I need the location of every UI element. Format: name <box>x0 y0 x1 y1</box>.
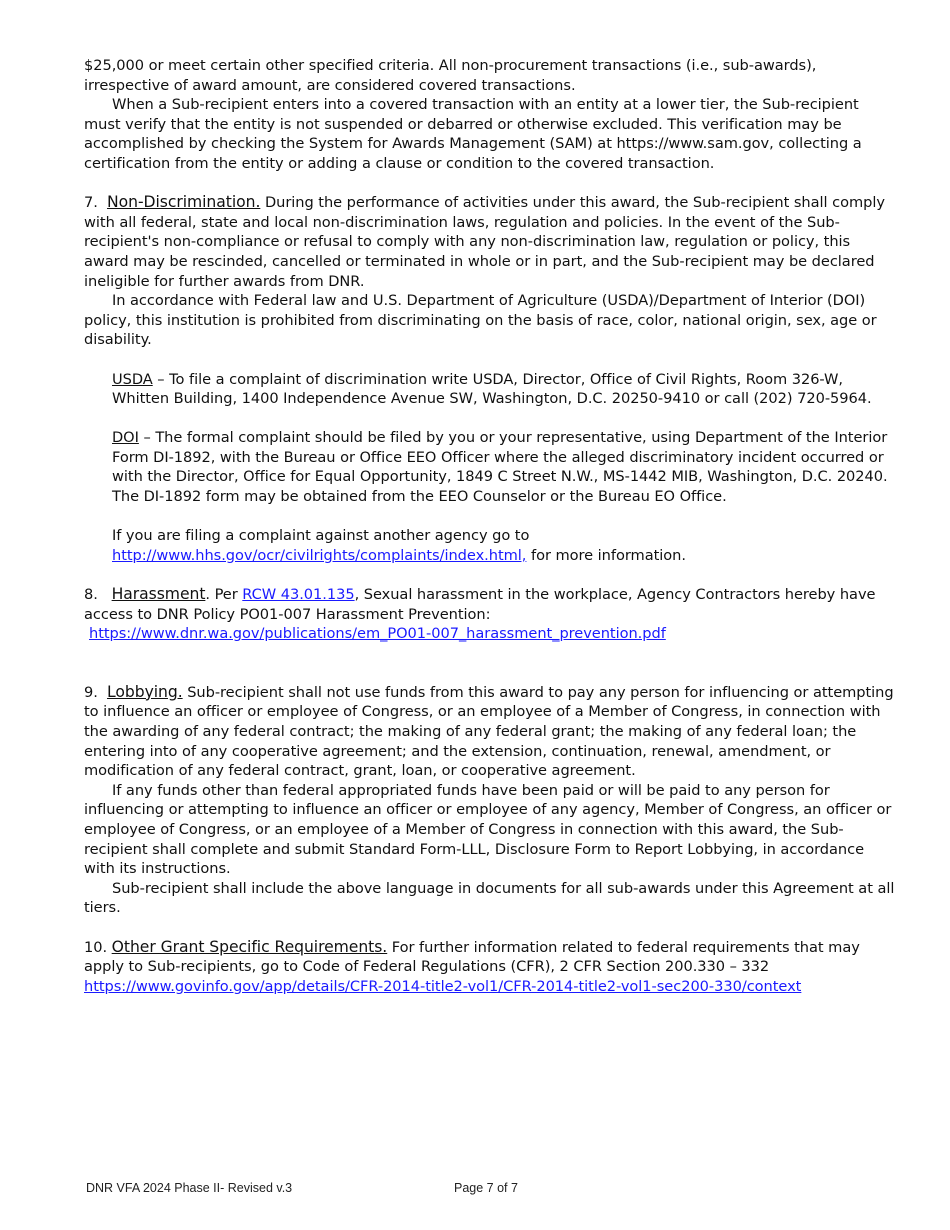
rcw-link[interactable]: RCW 43.01.135 <box>242 586 355 604</box>
section-9-heading: Lobbying. <box>107 682 183 701</box>
section-8-body: , Sexual harassment in the workplace, Agency Contractors hereby have access to DNR Policy PO01-007 Harassment Prevention: <box>84 586 876 623</box>
section-7-heading: Non-Discrimination. <box>107 193 261 212</box>
section-8-heading: Harassment <box>111 585 206 604</box>
footer-page-number: Page 7 of 7 <box>454 1181 518 1195</box>
section-9-paragraph-3: Sub-recipient shall include the above language in documents for all sub-awards under this Agreement at all tiers. <box>84 879 895 917</box>
section-7-paragraph <box>84 193 896 291</box>
usda-paragraph <box>112 370 896 409</box>
section-9-paragraph <box>84 683 896 781</box>
section-8-pre-link: . Per <box>205 586 243 604</box>
section-7-number: 7. <box>84 194 98 212</box>
section-10-number: 10. <box>84 938 108 956</box>
section-9-paragraph-2: If any funds other than federal appropriated funds have been paid or will be paid to any person for influencing or attempting to influence an officer or employee of any agency, Member of Congress, an officer or employee of Congress, or an employee of a Member of Congress in connection with this award, the Sub-recipient shall complete and submit Standard Form-LLL, Disclosure Form to Report Lobbying, in accordance with its instructions. <box>84 781 892 878</box>
doi-text: – The formal complaint should be filed by you or your representative, using Department of the Interior Form DI-1892, with the Bureau or Office EEO Officer where the alleged discriminatory incident occurred or with the Director, Office for Equal Opportunity, 1849 C Street N.W., MS-1442 MIB, Washington, D.C. 20240. The DI-1892 form may be obtained from the EEO Counselor or the Bureau EO Office. <box>112 429 888 506</box>
section-7-body: During the performance of activities under this award, the Sub-recipient shall comply with all federal, state and local non-discrimination laws, regulation and policies. In the event of the Sub-recipient's non-compliance or refusal to comply with any non-discrimination law, regulation or policy, this award may be rescinded, cancelled or terminated in whole or in part, and the Sub-recipient may be declared ineligible for further awards from DNR. <box>84 194 885 290</box>
section-8-paragraph <box>84 585 896 624</box>
section-7-paragraph-2: In accordance with Federal law and U.S. Department of Agriculture (USDA)/Department of Interior (DOI) policy, this institution is prohibited from discriminating on the basis of race, color, national origin, sex, age or disability. <box>84 292 877 349</box>
doi-label: DOI <box>112 429 139 447</box>
usda-text: – To file a complaint of discrimination write USDA, Director, Office of Civil Rights, Room 326-W, Whitten Building, 1400 Independence Avenue SW, Washington, D.C. 20250-9410 or call (202) 720-5964. <box>112 370 872 408</box>
doi-paragraph <box>112 428 896 506</box>
intro-paragraph-2: When a Sub-recipient enters into a covered transaction with an entity at a lower tier, the Sub-recipient must verify that the entity is not suspended or debarred or otherwise excluded. This verification may be accomplished by checking the System for Awards Management (SAM) at https://www.sam.gov, collecting a certification from the entity or adding a clause or condition to the covered transaction. <box>84 96 862 172</box>
section-10-paragraph <box>84 938 896 977</box>
other-agency-tail: for more information. <box>526 546 686 564</box>
hhs-complaints-link[interactable]: http://www.hhs.gov/ocr/civilrights/complaints/index.html, <box>112 546 527 564</box>
other-agency-text: If you are filing a complaint against another agency go to <box>112 527 530 545</box>
section-10-heading: Other Grant Specific Requirements. <box>111 937 388 956</box>
policy-link-line <box>84 624 896 644</box>
section-9-body: Sub-recipient shall not use funds from this award to pay any person for influencing or attempting to influence an officer or employee of Congress, or an employee of a Member of Congress, in connection with the awarding of any federal contract; the making of any federal grant; the making of any federal loan; the entering into of any cooperative agreement; and the extension, continuation, renewal, amendment, or modification of any federal contract, grant, loan, or cooperative agreement. <box>84 683 894 780</box>
usda-label: USDA <box>112 370 153 388</box>
footer-doc-id: DNR VFA 2024 Phase II- Revised v.3 <box>86 1181 293 1195</box>
section-10-body: For further information related to federal requirements that may apply to Sub-recipients, go to Code of Federal Regulations (CFR), 2 CFR Section 200.330 – 332 <box>84 938 860 976</box>
section-9-number: 9. <box>84 683 98 701</box>
intro-paragraph: $25,000 or meet certain other specified criteria. All non-procurement transactions (i.e., sub-awards), irrespective of award amount, are considered covered transactions. <box>84 57 817 94</box>
section-8-number: 8. <box>84 586 98 604</box>
harassment-policy-link[interactable]: https://www.dnr.wa.gov/publications/em_PO01-007_harassment_prevention.pdf <box>89 625 666 643</box>
cfr-link-line <box>84 977 896 997</box>
cfr-link[interactable]: https://www.govinfo.gov/app/details/CFR-2014-title2-vol1/CFR-2014-title2-vol1-sec200-330/context <box>84 977 802 995</box>
other-agency-paragraph <box>112 526 896 565</box>
document-body <box>84 56 896 996</box>
